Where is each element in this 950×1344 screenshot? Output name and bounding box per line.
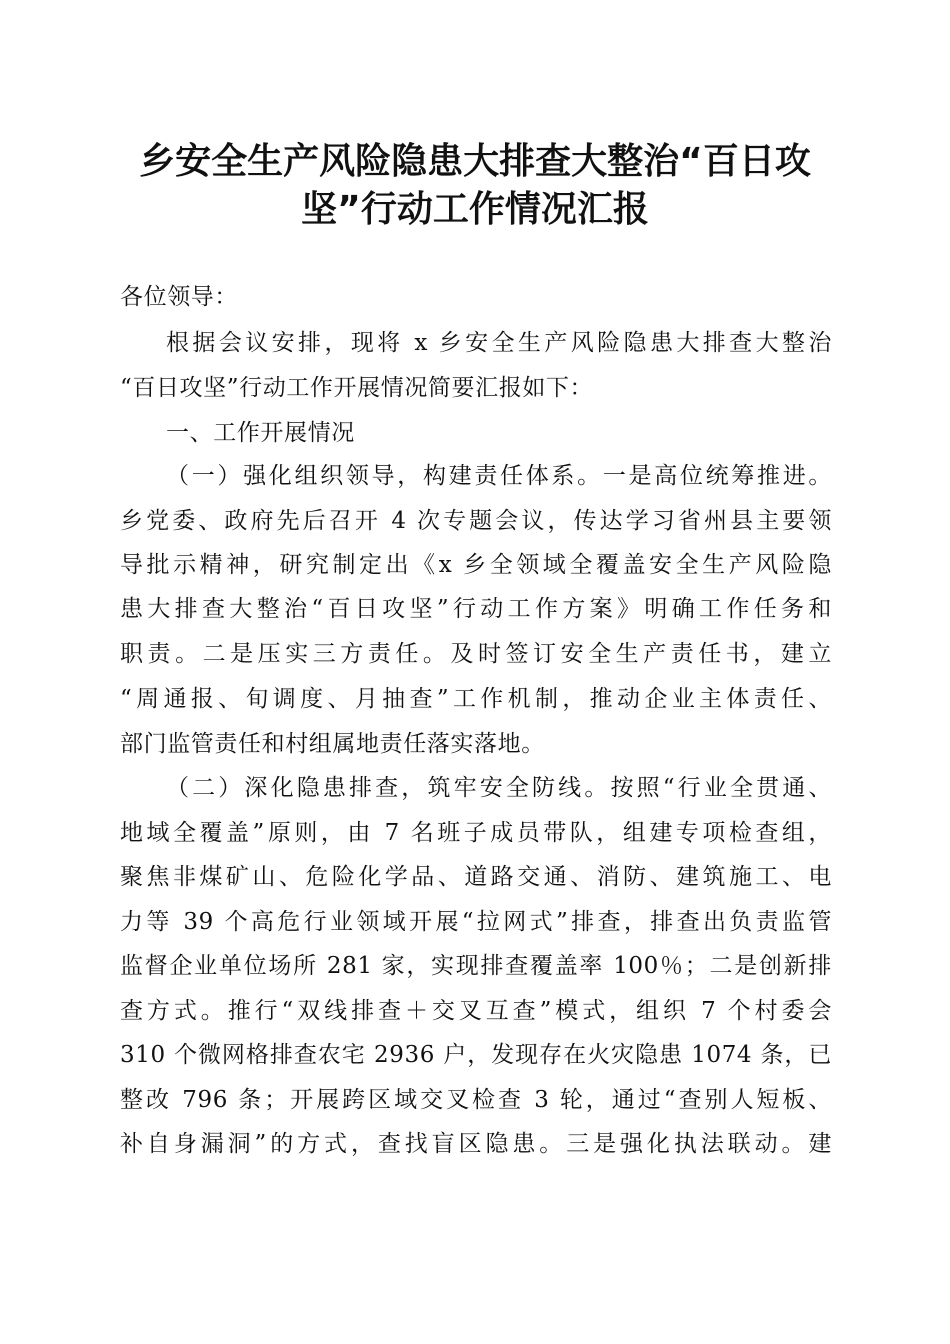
para1-line-5: 职责。二是压实三方责任。及时签订安全生产责任书，建立	[120, 641, 832, 667]
salutation: 各位领导：	[120, 284, 238, 310]
para2-line-4: 力等 39 个高危行业领域开展“拉网式”排查，排查出负责监管	[120, 909, 832, 935]
para2-line-5: 监督企业单位场所 281 家，实现排查覆盖率 100％；二是创新排	[120, 953, 832, 979]
para2-line-1: （二）深化隐患排查，筑牢安全防线。按照“行业全贯通、	[166, 775, 832, 801]
document-title-line-2: 坚”行动工作情况汇报	[301, 189, 649, 230]
para1-line-7: 部门监管责任和村组属地责任落实落地。	[120, 731, 545, 757]
para2-line-3: 聚焦非煤矿山、危险化学品、道路交通、消防、建筑施工、电	[120, 864, 832, 890]
section-heading: 一、工作开展情况	[166, 420, 355, 446]
para1-line-2: 乡党委、政府先后召开 4 次专题会议，传达学习省州县主要领	[120, 508, 832, 534]
intro-line-1: 根据会议安排，现将 x 乡安全生产风险隐患大排查大整治	[166, 330, 832, 356]
intro-line-2: “百日攻坚”行动工作开展情况简要汇报如下：	[120, 375, 594, 401]
para1-line-3: 导批示精神，研究制定出《x 乡全领域全覆盖安全生产风险隐	[120, 552, 832, 578]
para2-line-8: 整改 796 条；开展跨区域交叉检查 3 轮，通过“查别人短板、	[120, 1087, 832, 1113]
para2-line-7: 310 个微网格排查农宅 2936 户，发现存在火灾隐患 1074 条，已	[120, 1042, 832, 1068]
document-title-line-1: 乡安全生产风险隐患大排查大整治“百日攻	[139, 141, 811, 182]
para1-line-1: （一）强化组织领导，构建责任体系。一是高位统筹推进。	[166, 463, 832, 489]
para1-line-6: “周通报、旬调度、月抽查”工作机制，推动企业主体责任、	[120, 686, 832, 712]
para2-line-9: 补自身漏洞”的方式，查找盲区隐患。三是强化执法联动。建	[120, 1131, 832, 1157]
para1-line-4: 患大排查大整治“百日攻坚”行动工作方案》明确工作任务和	[120, 596, 832, 622]
para2-line-2: 地域全覆盖”原则，由 7 名班子成员带队，组建专项检查组，	[120, 820, 832, 846]
para2-line-6: 查方式。推行“双线排查＋交叉互查”模式，组织 7 个村委会	[120, 998, 832, 1024]
